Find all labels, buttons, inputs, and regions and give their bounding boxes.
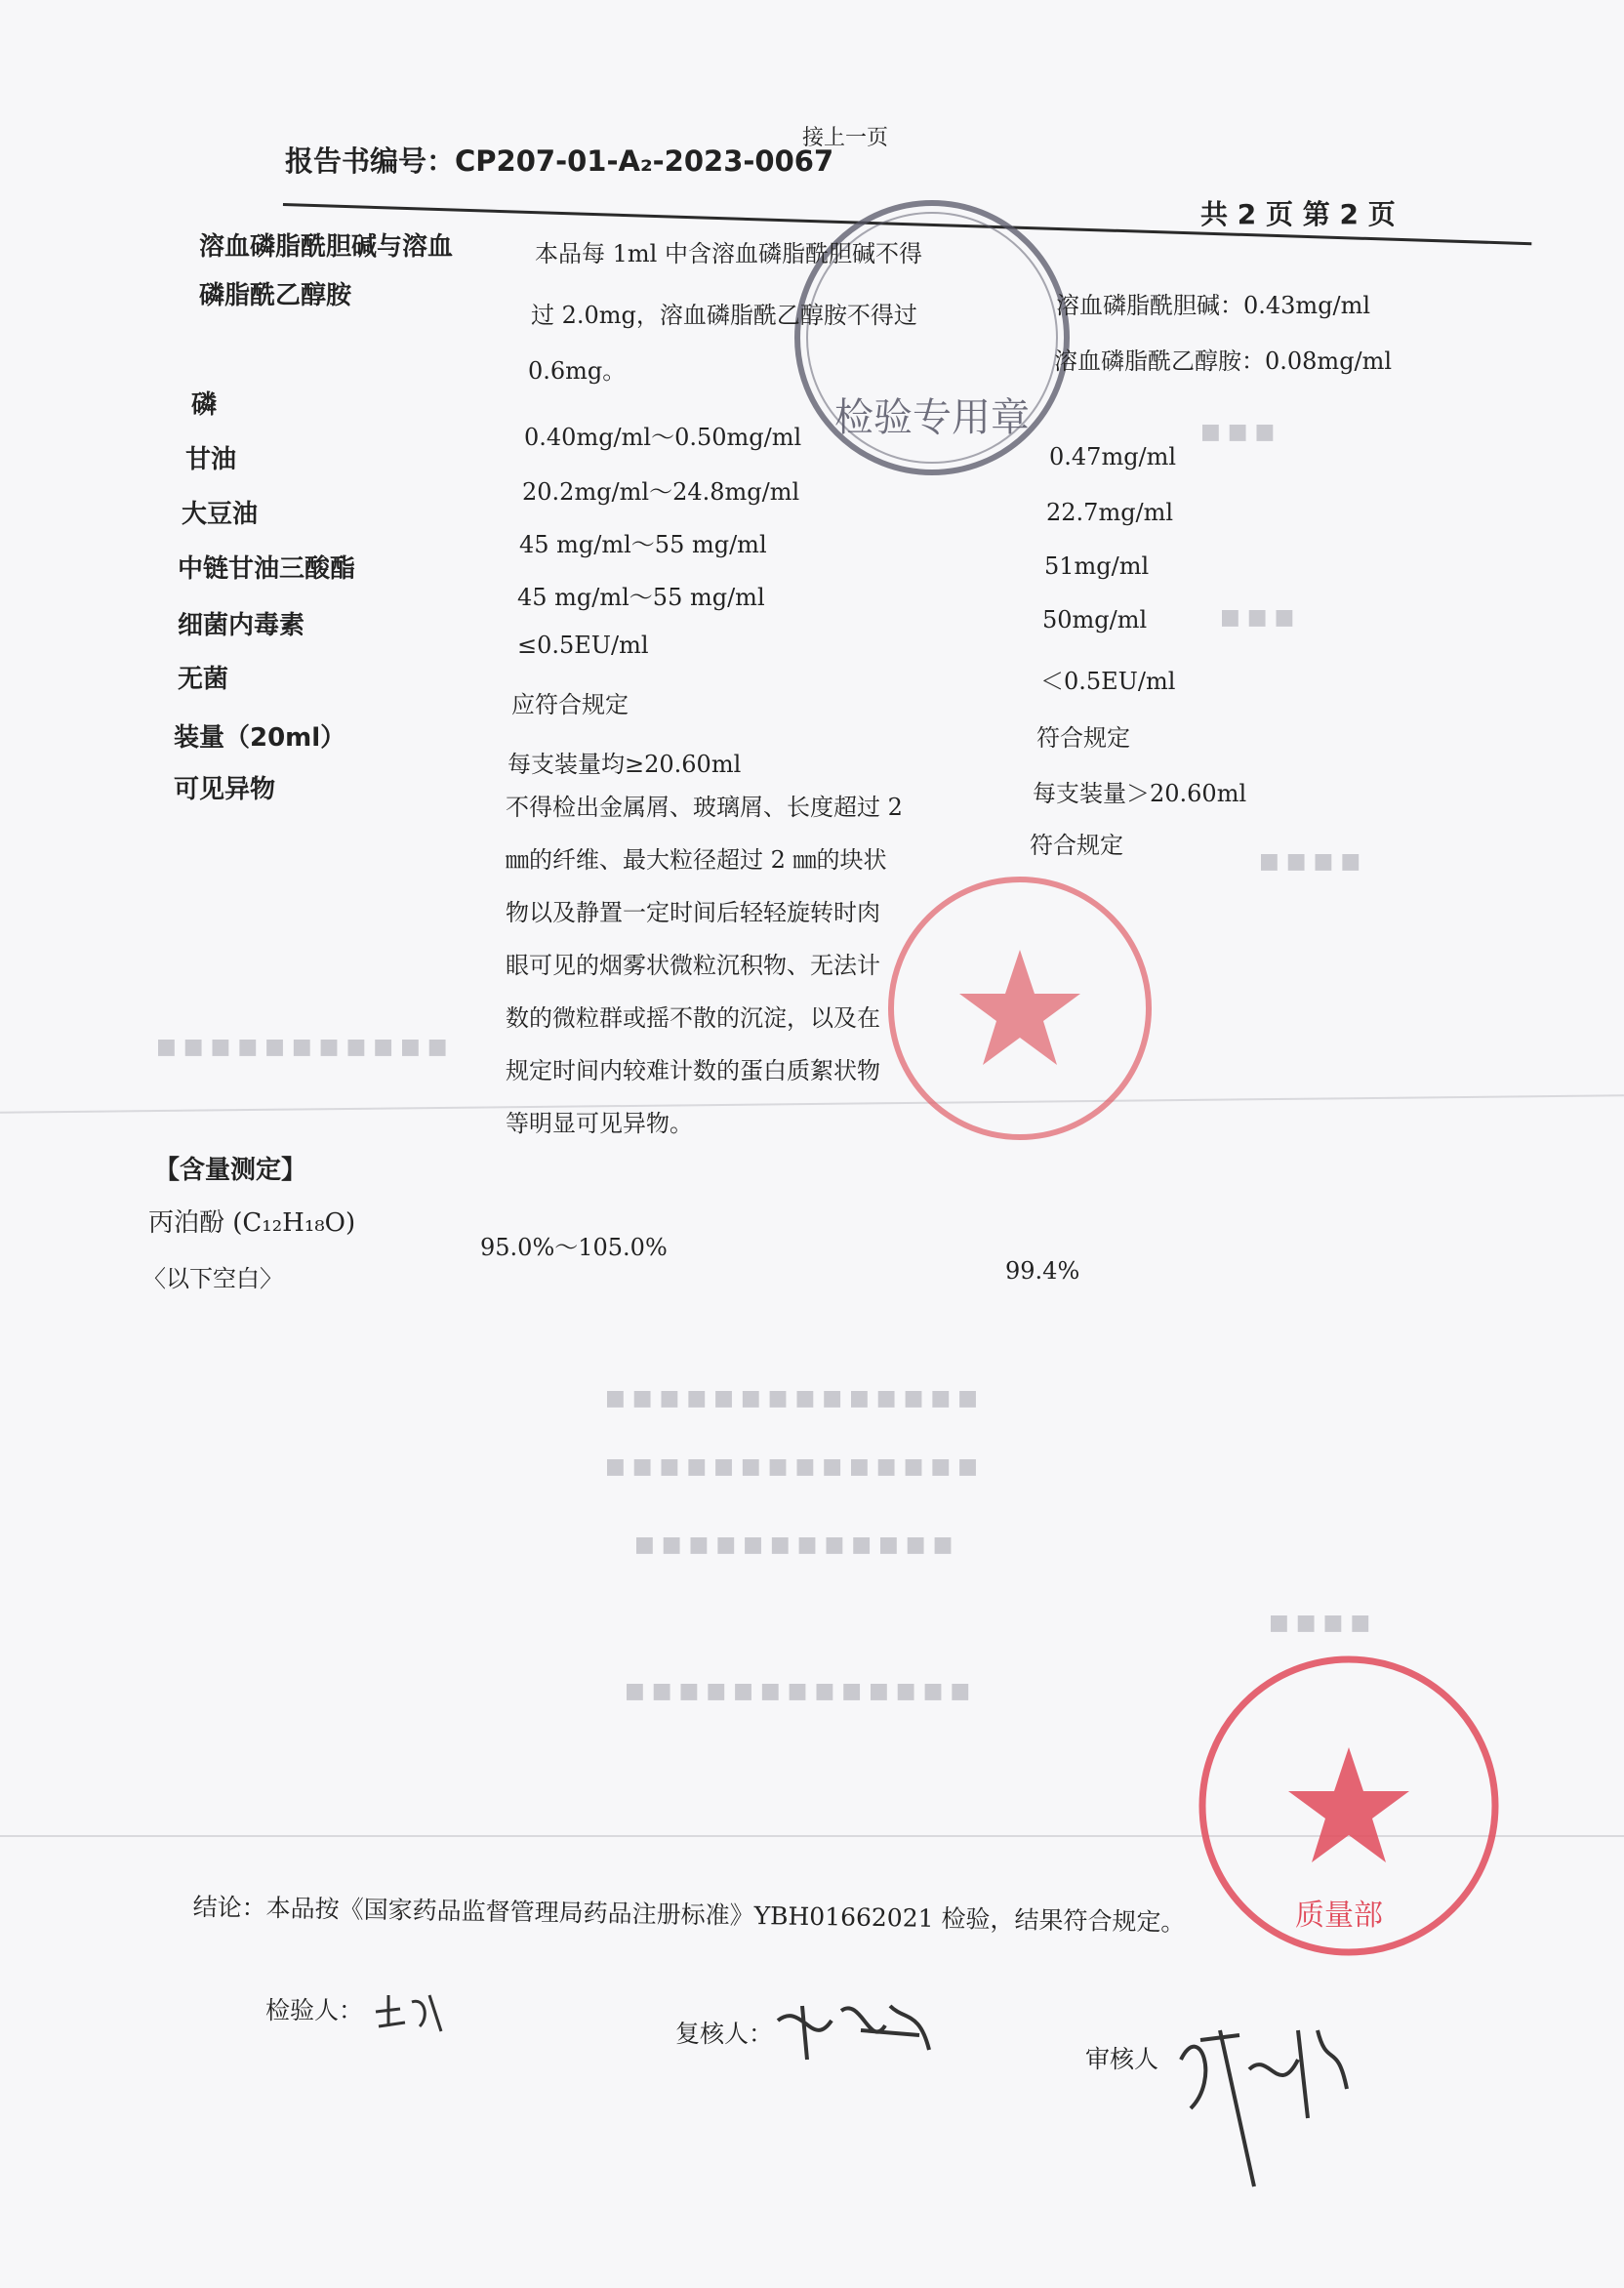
inspector-signature-icon [371,1987,449,2036]
item-spec: 20.2mg/ml～24.8mg/ml [522,478,800,506]
spec-visible-line: 等明显可见异物。 [506,1110,693,1137]
spec-lyso-2: 过 2.0mg，溶血磷脂酰乙醇胺不得过 [531,302,917,329]
item-result: ＜0.5EU/ml [1040,668,1176,695]
bleed-through-text: ■ ■ ■ ■ ■ ■ ■ ■ ■ ■ ■ ■ ■ ■ [605,1454,978,1479]
spec-lyso-3: 0.6mg。 [528,357,627,385]
item-spec: 0.40mg/ml～0.50mg/ml [524,424,802,451]
bleed-through-text: ■ ■ ■ [1200,420,1276,444]
section-heading: 【含量测定】 [154,1156,307,1185]
reviewer-label: 复核人： [675,2020,774,2048]
bleed-through-text: ■ ■ ■ ■ ■ ■ ■ ■ ■ ■ ■ ■ ■ [625,1679,971,1703]
item-name-lyso-2: 磷脂酰乙醇胺 [199,281,352,310]
item-spec: 应符合规定 [511,691,629,718]
item-spec: 45 mg/ml～55 mg/ml [519,531,767,558]
bleed-through-text: ■ ■ ■ [1220,605,1295,630]
quality-dept-seal-icon [1193,1650,1505,1962]
item-name: 大豆油 [182,500,259,529]
item-spec: ≤0.5EU/ml [517,632,649,659]
inspector-label: 检验人： [265,1996,364,2024]
bleed-through-text: ■ ■ ■ ■ ■ ■ ■ ■ ■ ■ ■ ■ [634,1532,954,1557]
bleed-through-text: ■ ■ ■ ■ ■ ■ ■ ■ ■ ■ ■ [156,1035,448,1059]
item-result: 0.47mg/ml [1049,443,1177,470]
seal-text: 检验专用章 [834,395,1030,440]
item-name: 无菌 [178,665,229,694]
spec-visible-line: 不得检出金属屑、玻璃屑、长度超过 2 [506,794,903,821]
item-result: 50mg/ml [1042,606,1148,633]
item-spec: 每支装量均≥20.60ml [508,751,742,778]
bleed-through-text: ■ ■ ■ ■ [1269,1611,1371,1635]
item-spec: 45 mg/ml～55 mg/ml [517,584,765,611]
page-info: 共 2 页 第 2 页 [1200,198,1396,230]
seal-text: 质量部 [1295,1899,1383,1933]
spec-visible-line: 物以及静置一定时间后轻轻旋转时肉 [506,899,880,926]
item-result: 51mg/ml [1044,552,1150,580]
item-name: 甘油 [185,445,237,474]
continued-label: 接上一页 [802,126,889,150]
result-lyso-2: 溶血磷脂酰乙醇胺：0.08mg/ml [1054,347,1393,375]
item-name-lyso: 溶血磷脂酰胆碱与溶血 [199,232,454,262]
bleed-through-text: ■ ■ ■ ■ ■ ■ ■ ■ ■ ■ ■ ■ ■ ■ [605,1386,978,1410]
spec-visible-line: 规定时间内较难计数的蛋白质絮状物 [506,1057,880,1084]
item-result-visible: 符合规定 [1030,832,1123,859]
assay-spec: 95.0%～105.0% [480,1234,668,1261]
reviewer-signature-icon [773,1991,939,2069]
spec-visible-line: ㎜的纤维、最大粒径超过 2 ㎜的块状 [506,846,887,874]
item-result: 22.7mg/ml [1046,499,1174,526]
bleed-through-text: ■ ■ ■ ■ [1259,849,1361,874]
item-name-visible: 可见异物 [174,775,276,804]
item-result: 符合规定 [1036,724,1130,752]
report-number: 报告书编号：CP207-01-A₂-2023-0067 [285,144,834,178]
assay-result: 99.4% [1005,1257,1080,1285]
approver-signature-icon [1161,2001,1357,2196]
spec-visible-line: 眼可见的烟雾状微粒沉积物、无法计 [506,952,880,979]
spec-lyso-1: 本品每 1ml 中含溶血磷脂酰胆碱不得 [535,240,922,267]
result-lyso-1: 溶血磷脂酰胆碱：0.43mg/ml [1056,292,1371,319]
conclusion-text: 结论：本品按《国家药品监督管理局药品注册标准》YBH01662021 检验，结果符合规定。 [192,1892,1186,1937]
item-result: 每支装量＞20.60ml [1033,780,1247,807]
company-seal-icon [878,867,1161,1150]
assay-name: 丙泊酚 (C₁₂H₁₈O) [148,1208,356,1238]
item-name: 磷 [191,390,218,420]
approver-label: 审核人 [1085,2045,1159,2073]
item-name: 装量（20ml） [174,723,346,753]
item-name: 细菌内毒素 [178,611,305,640]
blank-note: 〈以下空白〉 [142,1265,283,1292]
item-name: 中链甘油三酸酯 [178,554,356,584]
spec-visible-line: 数的微粒群或摇不散的沉淀，以及在 [506,1004,880,1032]
